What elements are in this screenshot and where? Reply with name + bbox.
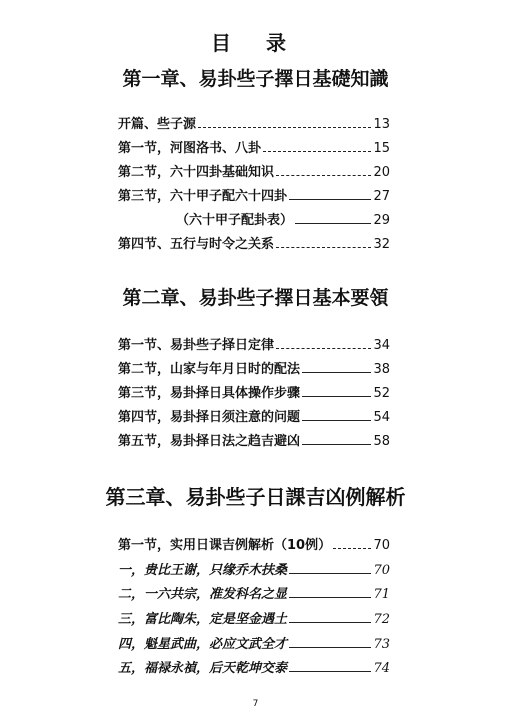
toc-entry-page: 13 [373, 117, 390, 132]
toc-entry-page: 71 [373, 587, 390, 602]
page-title: 目 录 [211, 31, 300, 55]
toc-entry[interactable] [118, 359, 390, 377]
dot-leader [276, 247, 371, 248]
toc-entry-label: 第二节，山家与年月日时的配法 [118, 362, 301, 377]
chapter-2-title: 第二章、易卦些子擇日基本要領 [122, 287, 389, 309]
toc-entry[interactable] [118, 383, 390, 401]
toc-entry-label: 五，福禄永禎，后天乾坤交泰 [118, 661, 288, 676]
toc-entry-label: 第三节，易卦择日具体操作步骤 [118, 386, 301, 401]
chapter-1-title: 第一章、易卦些子擇日基礎知識 [122, 68, 389, 90]
toc-entry-page: 52 [373, 386, 390, 401]
dot-leader [302, 444, 371, 445]
toc-entry-page: 74 [373, 661, 390, 676]
page-number: 7 [252, 699, 259, 709]
toc-entry[interactable] [118, 162, 390, 180]
toc-entry[interactable] [118, 407, 390, 425]
toc-entry-label: 第二节，六十四卦基础知识 [118, 165, 275, 180]
toc-entry-page: 38 [373, 362, 390, 377]
toc-entry-page: 73 [373, 637, 390, 652]
toc-entry[interactable] [176, 210, 390, 228]
dot-leader [333, 548, 371, 549]
dot-leader [302, 396, 371, 397]
toc-entry-page: 27 [373, 189, 390, 204]
toc-entry[interactable] [118, 335, 390, 353]
dot-leader [198, 127, 371, 128]
dot-leader [289, 597, 371, 598]
toc-entry[interactable] [118, 535, 390, 553]
toc-entry-label: 第五节，易卦择日法之趋吉避凶 [118, 434, 301, 449]
dot-leader [263, 151, 371, 152]
toc-entry-label: 第一节，实用日课吉例解析（10例） [118, 538, 332, 553]
toc-entry[interactable] [118, 609, 390, 627]
toc-entry[interactable] [118, 186, 390, 204]
toc-entry[interactable] [118, 234, 390, 252]
toc-entry-page: 15 [373, 141, 390, 156]
toc-entry-label: 二，一六共宗，准发科名之显 [118, 587, 288, 602]
toc-entry[interactable] [118, 560, 390, 578]
toc-entry-label: 三，富比陶朱，定是坚金遇土 [118, 612, 288, 627]
toc-entry-label: （六十甲子配卦表） [176, 213, 294, 228]
toc-entry-label: 开篇、些子源 [118, 117, 197, 132]
toc-entry-page: 70 [373, 538, 390, 553]
toc-entry[interactable] [118, 114, 390, 132]
toc-entry[interactable] [118, 634, 390, 652]
toc-entry-page: 29 [373, 213, 390, 228]
toc-entry-page: 54 [373, 410, 390, 425]
chapter-3-title: 第三章、易卦些子日課吉凶例解析 [105, 485, 406, 509]
toc-entry-label: 第三节，六十甲子配六十四卦 [118, 189, 288, 204]
toc-entry-label: 一，贵比王谢，只缘乔木扶桑 [118, 563, 288, 578]
dot-leader [302, 372, 371, 373]
toc-entry-page: 72 [373, 612, 390, 627]
toc-entry-page: 70 [373, 563, 390, 578]
toc-entry[interactable] [118, 658, 390, 676]
toc-entry-page: 34 [373, 338, 390, 353]
dot-leader [289, 671, 371, 672]
dot-leader [295, 223, 371, 224]
toc-entry-label: 第一节，河图洛书、八卦 [118, 141, 262, 156]
toc-entry-label: 四，魁星武曲，必应文武全才 [118, 637, 288, 652]
toc-entry[interactable] [118, 584, 390, 602]
dot-leader [289, 647, 371, 648]
toc-entry-label: 第一节、易卦些子择日定律 [118, 338, 275, 353]
dot-leader [289, 622, 371, 623]
toc-entry-label: 第四节，易卦择日须注意的问题 [118, 410, 301, 425]
dot-leader [276, 175, 371, 176]
dot-leader [289, 199, 371, 200]
dot-leader [276, 348, 371, 349]
dot-leader [302, 420, 371, 421]
toc-entry-page: 32 [373, 237, 390, 252]
dot-leader [289, 573, 371, 574]
toc-entry-page: 20 [373, 165, 390, 180]
toc-entry-page: 58 [373, 434, 390, 449]
toc-entry-label: 第四节、五行与时令之关系 [118, 237, 275, 252]
toc-entry[interactable] [118, 431, 390, 449]
toc-entry[interactable] [118, 138, 390, 156]
